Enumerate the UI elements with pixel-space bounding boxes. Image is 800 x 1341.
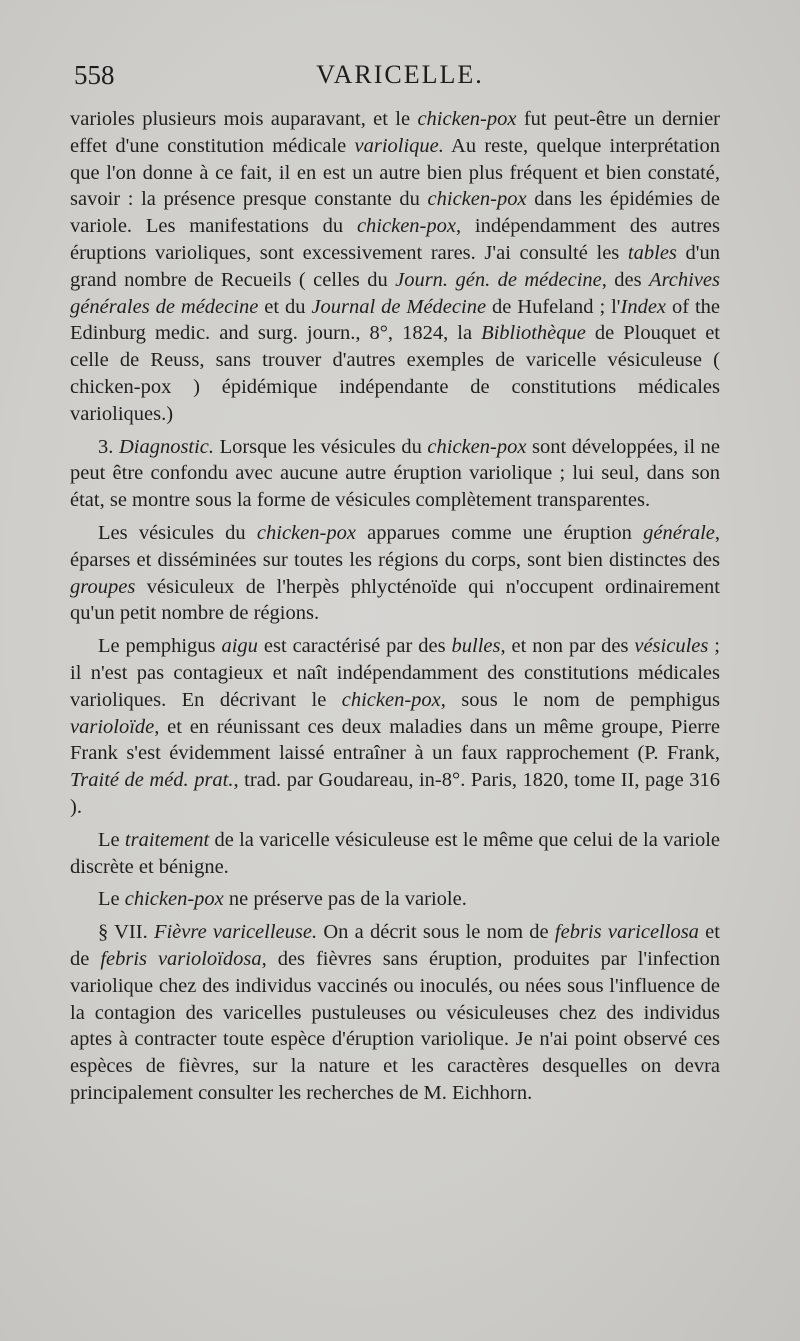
text-run: Au reste, quelque interprétation que l'on donne à ce fait, il en est un autre bien plus fréquent et bien constaté, savoir : la présence presque constante du xyxy=(70,134,720,211)
italic-run: chicken-pox xyxy=(427,188,527,211)
text-run: of the Edinburg medic. and surg. journ., 8°, 1824, la xyxy=(70,295,721,345)
text-run: est caractérisé par des xyxy=(257,635,452,658)
text-run: apparues comme une éruption xyxy=(355,521,644,544)
text-run: Le xyxy=(98,828,125,851)
text-run: , et non par des xyxy=(500,635,635,658)
italic-run: Diagnostic. xyxy=(118,435,215,458)
italic-run: chicken-pox xyxy=(417,108,517,130)
text-run: , et en réunissant ces deux maladies dans un même groupe, Pierre Frank s'est évidemment laissé entraîner à un faux rapprochement (P. Frank, xyxy=(70,715,720,765)
text-run: de Plouquet et celle de Reuss, sans trouver d'autres exemples de varicelle vésiculeuse ( chicken-pox ) épidémique indépendante de constitutions médicales varioliques.) xyxy=(70,322,720,425)
page-number: 558 xyxy=(74,60,115,90)
text-run: , des xyxy=(601,268,650,291)
text-run: de Hufeland ; l' xyxy=(486,295,621,318)
text-run: Le xyxy=(98,888,125,911)
italic-run: febris varioloïdosa xyxy=(100,947,262,970)
text-run: dans les épidémies de variole. Les manifestations du xyxy=(70,188,720,238)
italic-run: Journal de Médecine xyxy=(311,295,487,318)
italic-run: febris varicellosa xyxy=(554,921,699,944)
text-run: , des fièvres sans éruption, produites par l'infection variolique chez des individus vaccinés ou inoculés, ou nées sous l'influence de la contagion des varicelles pustuleuses ou vésiculeuses chez des individus aptes à contracter toute espèce d'éruption variolique. Je n'ai point observé ces espèces de fièvres, sur la nature et les caractères desquelles on devra principalement consulter les recherches de M. Eichhorn. xyxy=(70,947,720,1104)
paragraph xyxy=(70,919,720,1107)
paragraph xyxy=(70,106,720,428)
text-run: 3. xyxy=(98,435,119,458)
paragraph xyxy=(70,633,720,821)
italic-run: chicken-pox xyxy=(356,215,456,238)
italic-run: aigu xyxy=(221,635,258,658)
italic-run: varioloïde xyxy=(70,715,155,738)
paragraph xyxy=(70,827,720,881)
italic-run: groupes xyxy=(70,575,136,598)
text-run: , éparses et disséminées sur toutes les régions du corps, sont bien distinctes des xyxy=(70,521,720,571)
text-run: , sous le nom de pemphigus xyxy=(440,688,721,711)
text-run: Le pemphigus xyxy=(98,635,222,658)
text-run: et de xyxy=(70,921,720,970)
text-run: vésiculeux de l'herpès phlycténoïde qui n'occupent ordinairement qu'un petit nombre de régions. xyxy=(70,575,720,625)
text-run: d'un grand nombre de Recueils ( celles du xyxy=(70,241,720,291)
body-text xyxy=(70,106,720,1113)
page-header xyxy=(70,60,730,100)
paragraph xyxy=(70,520,720,627)
text-run: ne préserve pas de la variole. xyxy=(223,888,467,911)
running-head: VARICELLE. xyxy=(316,60,484,89)
text-run: varioles plusieurs mois auparavant, et le xyxy=(70,108,418,130)
text-run: , trad. par Goudareau, in-8°. Paris, 1820, tome II, page 316 ). xyxy=(70,769,720,818)
text-run: ; il n'est pas contagieux et naît indépendamment des constitutions médicales varioliques. En décrivant le xyxy=(70,635,720,711)
italic-run: générale xyxy=(643,521,715,544)
text-run: On a décrit sous le nom de xyxy=(317,921,555,944)
italic-run: traitement xyxy=(124,828,210,851)
italic-run: vésicules xyxy=(634,635,709,658)
italic-run: tables xyxy=(627,241,677,264)
italic-run: bulles xyxy=(451,635,501,658)
italic-run: chicken-pox xyxy=(256,521,356,544)
paragraph xyxy=(70,434,720,514)
text-run: fut peut-être un dernier effet d'une constitution médicale xyxy=(70,108,720,157)
text-run: Lorsque les vésicules du xyxy=(214,435,428,458)
italic-run: Bibliothèque xyxy=(481,322,586,345)
italic-run: chicken-pox xyxy=(124,888,224,911)
text-run: Les vésicules du xyxy=(98,521,257,544)
italic-run: Index xyxy=(620,295,667,318)
italic-run: Fièvre varicelleuse. xyxy=(153,921,318,944)
italic-run: variolique. xyxy=(354,134,444,157)
paragraph xyxy=(70,886,720,913)
italic-run: Traité de méd. prat. xyxy=(70,769,234,792)
text-run: § VII. xyxy=(98,921,154,944)
text-run: et du xyxy=(258,295,312,318)
italic-run: chicken-pox xyxy=(427,435,527,458)
italic-run: Archives générales de médecine xyxy=(70,268,721,318)
text-run: sont développées, il ne peut être confondu avec aucune autre éruption variolique ; lui seul, dans son état, se montre sous la forme de vésicules complètement transparentes. xyxy=(70,435,721,512)
text-run: , indépendamment des autres éruptions varioliques, sont excessivement rares. J'ai consulté les xyxy=(70,215,720,264)
text-run: de la varicelle vésiculeuse est le même que celui de la variole discrète et bénigne. xyxy=(70,828,720,878)
italic-run: chicken-pox xyxy=(341,688,441,711)
italic-run: Journ. gén. de médecine xyxy=(395,268,602,291)
